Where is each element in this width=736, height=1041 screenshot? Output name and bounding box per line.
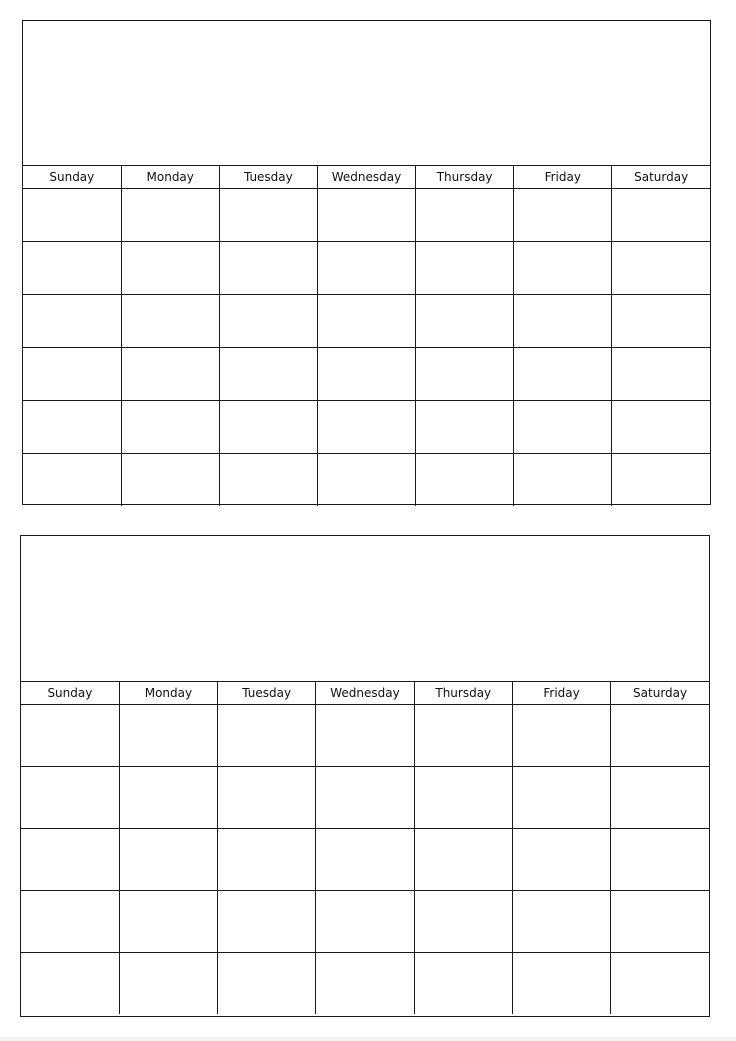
- day-cell[interactable]: [218, 705, 316, 767]
- page-bottom-strip: [0, 1037, 736, 1041]
- day-cell[interactable]: [317, 189, 415, 242]
- day-cell[interactable]: [316, 767, 414, 829]
- day-cell[interactable]: [219, 242, 317, 295]
- week-row: [23, 401, 710, 454]
- day-cell[interactable]: [316, 829, 414, 891]
- day-cell[interactable]: [119, 767, 217, 829]
- day-cell[interactable]: [612, 189, 710, 242]
- day-cell[interactable]: [514, 242, 612, 295]
- day-cell[interactable]: [612, 348, 710, 401]
- day-cell[interactable]: [218, 953, 316, 1015]
- weekday-thursday: Thursday: [414, 682, 512, 705]
- day-cell[interactable]: [218, 891, 316, 953]
- day-cell[interactable]: [21, 705, 119, 767]
- day-cell[interactable]: [316, 953, 414, 1015]
- weekday-friday: Friday: [512, 682, 610, 705]
- day-cell[interactable]: [23, 242, 121, 295]
- day-cell[interactable]: [414, 705, 512, 767]
- weekday-wednesday: Wednesday: [317, 166, 415, 189]
- week-row: [23, 454, 710, 507]
- day-cell[interactable]: [416, 348, 514, 401]
- day-cell[interactable]: [611, 891, 709, 953]
- week-row: [21, 829, 709, 891]
- day-cell[interactable]: [414, 829, 512, 891]
- day-cell[interactable]: [119, 705, 217, 767]
- week-row: [21, 891, 709, 953]
- calendar-bottom: [20, 535, 710, 1017]
- week-row: [23, 348, 710, 401]
- day-cell[interactable]: [611, 767, 709, 829]
- day-cell[interactable]: [21, 829, 119, 891]
- day-cell[interactable]: [317, 242, 415, 295]
- day-cell[interactable]: [21, 891, 119, 953]
- day-cell[interactable]: [219, 189, 317, 242]
- day-cell[interactable]: [512, 953, 610, 1015]
- calendar-grid: [21, 682, 709, 1014]
- day-cell[interactable]: [121, 242, 219, 295]
- day-cell[interactable]: [219, 401, 317, 454]
- day-cell[interactable]: [612, 242, 710, 295]
- week-row: [23, 242, 710, 295]
- week-row: [21, 953, 709, 1015]
- calendar-grid: [23, 166, 710, 506]
- day-cell[interactable]: [121, 295, 219, 348]
- day-cell[interactable]: [121, 401, 219, 454]
- week-rows: [23, 189, 710, 507]
- day-cell[interactable]: [512, 767, 610, 829]
- day-cell[interactable]: [611, 829, 709, 891]
- day-cell[interactable]: [612, 401, 710, 454]
- day-cell[interactable]: [317, 348, 415, 401]
- day-cell[interactable]: [23, 189, 121, 242]
- day-cell[interactable]: [317, 454, 415, 507]
- day-cell[interactable]: [219, 454, 317, 507]
- weekday-thursday: Thursday: [416, 166, 514, 189]
- weekday-header-row: [23, 166, 710, 189]
- day-cell[interactable]: [316, 891, 414, 953]
- day-cell[interactable]: [612, 295, 710, 348]
- day-cell[interactable]: [512, 891, 610, 953]
- day-cell[interactable]: [514, 295, 612, 348]
- day-cell[interactable]: [416, 242, 514, 295]
- calendar-top: [22, 20, 711, 505]
- day-cell[interactable]: [416, 189, 514, 242]
- day-cell[interactable]: [121, 348, 219, 401]
- weekday-wednesday: Wednesday: [316, 682, 414, 705]
- weekday-saturday: Saturday: [611, 682, 709, 705]
- day-cell[interactable]: [612, 454, 710, 507]
- weekday-tuesday: Tuesday: [218, 682, 316, 705]
- weekday-sunday: Sunday: [21, 682, 119, 705]
- day-cell[interactable]: [416, 295, 514, 348]
- day-cell[interactable]: [218, 829, 316, 891]
- day-cell[interactable]: [317, 401, 415, 454]
- day-cell[interactable]: [611, 953, 709, 1015]
- week-row: [23, 295, 710, 348]
- day-cell[interactable]: [416, 454, 514, 507]
- day-cell[interactable]: [514, 454, 612, 507]
- day-cell[interactable]: [611, 705, 709, 767]
- weekday-saturday: Saturday: [612, 166, 710, 189]
- weekday-monday: Monday: [119, 682, 217, 705]
- day-cell[interactable]: [121, 454, 219, 507]
- day-cell[interactable]: [316, 705, 414, 767]
- weekday-friday: Friday: [514, 166, 612, 189]
- day-cell[interactable]: [414, 767, 512, 829]
- week-rows: [21, 705, 709, 1015]
- week-row: [21, 767, 709, 829]
- day-cell[interactable]: [121, 189, 219, 242]
- week-row: [21, 705, 709, 767]
- day-cell[interactable]: [219, 295, 317, 348]
- week-row: [23, 189, 710, 242]
- day-cell[interactable]: [514, 401, 612, 454]
- day-cell[interactable]: [317, 295, 415, 348]
- day-cell[interactable]: [23, 401, 121, 454]
- day-cell[interactable]: [119, 953, 217, 1015]
- weekday-sunday: Sunday: [23, 166, 121, 189]
- day-cell[interactable]: [23, 454, 121, 507]
- weekday-tuesday: Tuesday: [219, 166, 317, 189]
- day-cell[interactable]: [119, 891, 217, 953]
- day-cell[interactable]: [414, 953, 512, 1015]
- day-cell[interactable]: [414, 891, 512, 953]
- day-cell[interactable]: [21, 767, 119, 829]
- day-cell[interactable]: [512, 705, 610, 767]
- weekday-header-row: [21, 682, 709, 705]
- month-title-area: [23, 21, 710, 166]
- day-cell[interactable]: [514, 189, 612, 242]
- day-cell[interactable]: [21, 953, 119, 1015]
- day-cell[interactable]: [219, 348, 317, 401]
- day-cell[interactable]: [514, 348, 612, 401]
- month-title-area: [21, 536, 709, 682]
- day-cell[interactable]: [512, 829, 610, 891]
- day-cell[interactable]: [23, 348, 121, 401]
- day-cell[interactable]: [23, 295, 121, 348]
- day-cell[interactable]: [416, 401, 514, 454]
- day-cell[interactable]: [119, 829, 217, 891]
- day-cell[interactable]: [218, 767, 316, 829]
- weekday-monday: Monday: [121, 166, 219, 189]
